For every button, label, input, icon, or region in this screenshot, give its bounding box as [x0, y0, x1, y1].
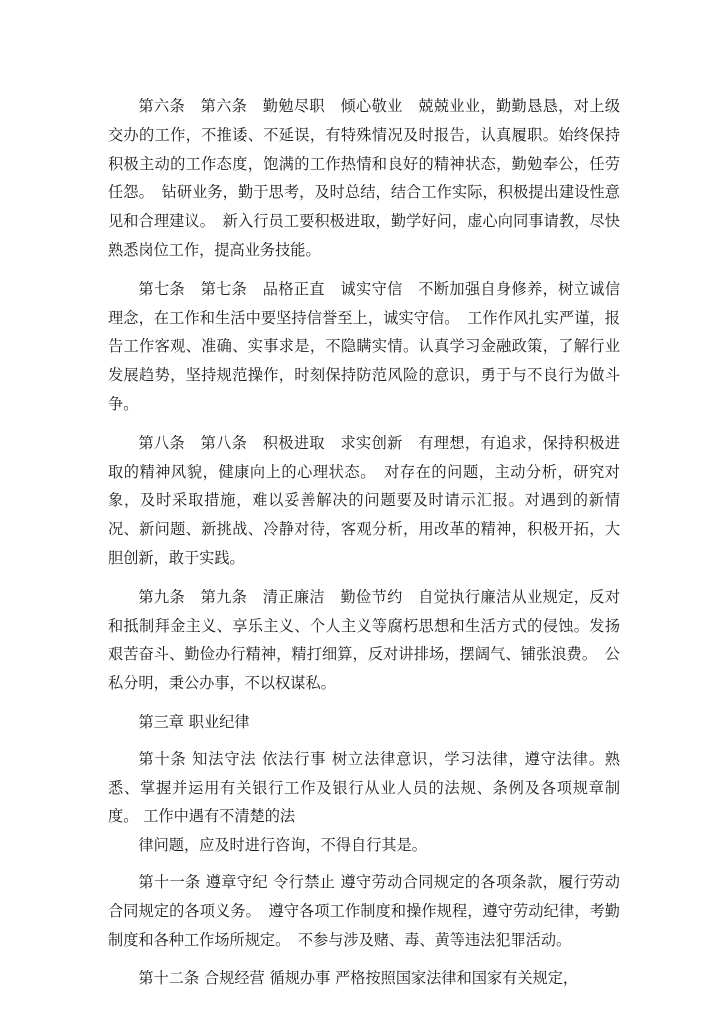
article-9-paragraph: 第九条 第九条 清正廉洁 勤俭节约 自觉执行廉洁从业规定，反对和抵制拜金主义、享乐主义、个人主义等腐朽思想和生活方式的侵蚀。发扬艰苦奋斗、勤俭办行精神，精打细算，反对讲排场，摆阔气、铺张浪费。 公私分明，秉公办事，不以权谋私。 [108, 587, 620, 693]
article-7-paragraph: 第七条 第七条 品格正直 诚实守信 不断加强自身修养，树立诚信理念，在工作和生活中要坚持信誉至上，诚实守信。 工作作风扎实严谨，报告工作客观、准确、实事求是，不隐瞒实情。认真学习金融政策，了解行业发展趋势，坚持规范操作，时刻保持防范风险的意识，勇于与不良行为做斗争。 [108, 279, 620, 413]
article-11-paragraph: 第十一条 遵章守纪 令行禁止 遵守劳动合同规定的各项条款，履行劳动合同规定的各项义务。 遵守各项工作制度和操作规程，遵守劳动纪律，考勤制度和各种工作场所规定。 不参与涉及赌、毒、黄等违法犯罪活动。 [108, 872, 620, 949]
article-10-continuation: 律问题，应及时进行咨询，不得自行其是。 [138, 836, 427, 855]
article-6-paragraph: 第六条 第六条 勤勉尽职 倾心敬业 兢兢业业，勤勤恳恳，对上级交办的工作，不推诿、不延误，有特殊情况及时报告，认真履职。始终保持积极主动的工作态度，饱满的工作热情和良好的精神状态，勤勉奉公，任劳任怨。 钻研业务，勤于思考，及时总结，结合工作实际，积极提出建设性意见和合理建议。 新入行员工要积极进取，勤学好问，虚心向同事请教，尽快熟悉岗位工作，提高业务技能。 [108, 97, 620, 259]
article-12-paragraph: 第十二条 合规经营 循规办事 严格按照国家法律和国家有关规定， [138, 969, 579, 988]
article-8-paragraph: 第八条 第八条 积极进取 求实创新 有理想，有追求，保持积极进取的精神风貌，健康向上的心理状态。 对存在的问题，主动分析，研究对象，及时采取措施，难以妥善解决的问题要及时请示汇报。对遇到的新情况、新问题、新挑战、冷静对待，客观分析，用改革的精神，积极开拓，大胆创新，敢于实践。 [108, 433, 620, 567]
article-10-paragraph: 第十条 知法守法 依法行事 树立法律意识，学习法律，遵守法律。熟悉、掌握并运用有关银行工作及银行从业人员的法规、条例及各项规章制度。 工作中遇有不清楚的法 [108, 749, 620, 826]
document-page [108, 92, 620, 1003]
chapter-heading: 第三章 职业纪律 [138, 712, 250, 731]
